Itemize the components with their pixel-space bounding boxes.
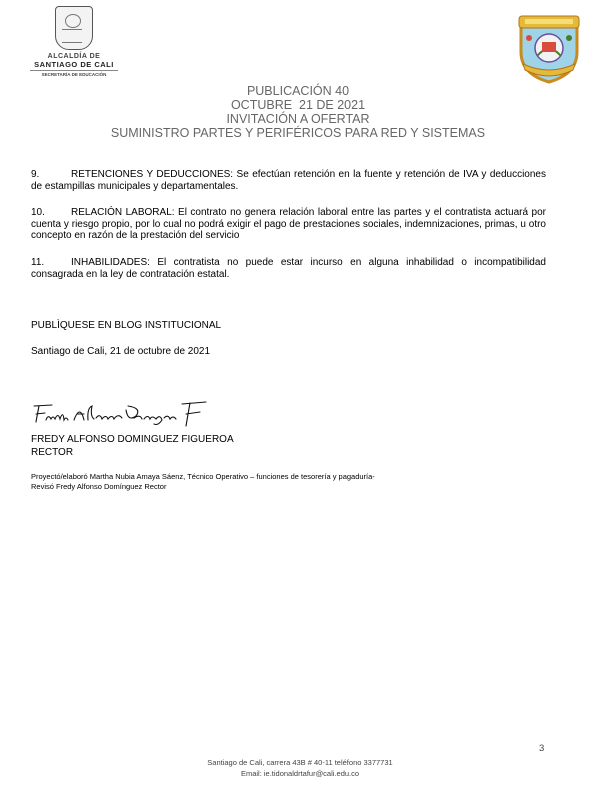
handwritten-signature: [30, 398, 210, 430]
section-number: 11.: [31, 257, 45, 268]
document-title: [80, 84, 516, 140]
title-publication: PUBLICACIÓN 40: [246, 84, 350, 98]
section-number: 9.: [31, 169, 40, 180]
footer: [150, 757, 450, 779]
alcaldia-logo: [30, 6, 118, 80]
logo-line-1: ALCALDÍA DE: [47, 53, 101, 60]
signer-name: FREDY ALFONSO DOMINGUEZ FIGUEROA: [31, 434, 234, 445]
section-10: [31, 207, 546, 242]
logo-line-3: SECRETARÍA DE EDUCACIÓN: [30, 70, 118, 77]
place-date: Santiago de Cali, 21 de octubre de 2021: [31, 346, 211, 357]
section-number: 10.: [31, 207, 45, 218]
section-text: RELACIÓN LABORAL: El contrato no genera relación laboral entre las partes y el contratista actuará por cuenta y riesgo propio, por lo cual no podrá exigir el pago de prestaciones sociales, indemnizaciones, primas, u otro concepto en razón de la prestación del servicio: [31, 207, 546, 241]
title-date: OCTUBRE 21 DE 2021: [230, 98, 366, 112]
city-crest-icon: [55, 6, 93, 50]
note-prepared-by: Proyectó/elaboró Martha Nubia Amaya Sáenz, Técnico Operativo – funciones de tesorería y pagaduría-: [31, 472, 375, 481]
signer-block: [31, 433, 234, 459]
section-9: [31, 169, 546, 192]
title-subject: SUMINISTRO PARTES Y PERIFÉRICOS PARA RED Y SISTEMAS: [110, 126, 486, 140]
footer-email: Email: ie.tidonaldrtafur@cali.edu.co: [240, 769, 360, 778]
page-number: 3: [539, 743, 545, 754]
review-notes: [31, 472, 375, 492]
signer-role: RECTOR: [31, 447, 74, 458]
publication-note: PUBLÌQUESE EN BLOG INSTITUCIONAL: [31, 320, 222, 331]
footer-address: Santiago de Cali, carrera 43B # 40-11 teléfono 3377731: [207, 758, 393, 767]
note-reviewed-by: Revisó Fredy Alfonso Domínguez Rector: [31, 482, 167, 491]
logo-line-2: SANTIAGO DE CALI: [34, 60, 114, 69]
title-invitation: INVITACIÓN A OFERTAR: [226, 112, 370, 126]
section-11: [31, 257, 546, 280]
school-crest-icon: [515, 12, 583, 84]
section-text: INHABILIDADES: El contratista no puede estar incurso en alguna inhabilidad o incompatibilidad consagrada en la ley de contratación estatal.: [31, 257, 546, 280]
section-text: RETENCIONES Y DEDUCCIONES: Se efectúan retención en la fuente y retención de IVA y deducciones de estampillas municipales y departamentales.: [31, 169, 546, 192]
